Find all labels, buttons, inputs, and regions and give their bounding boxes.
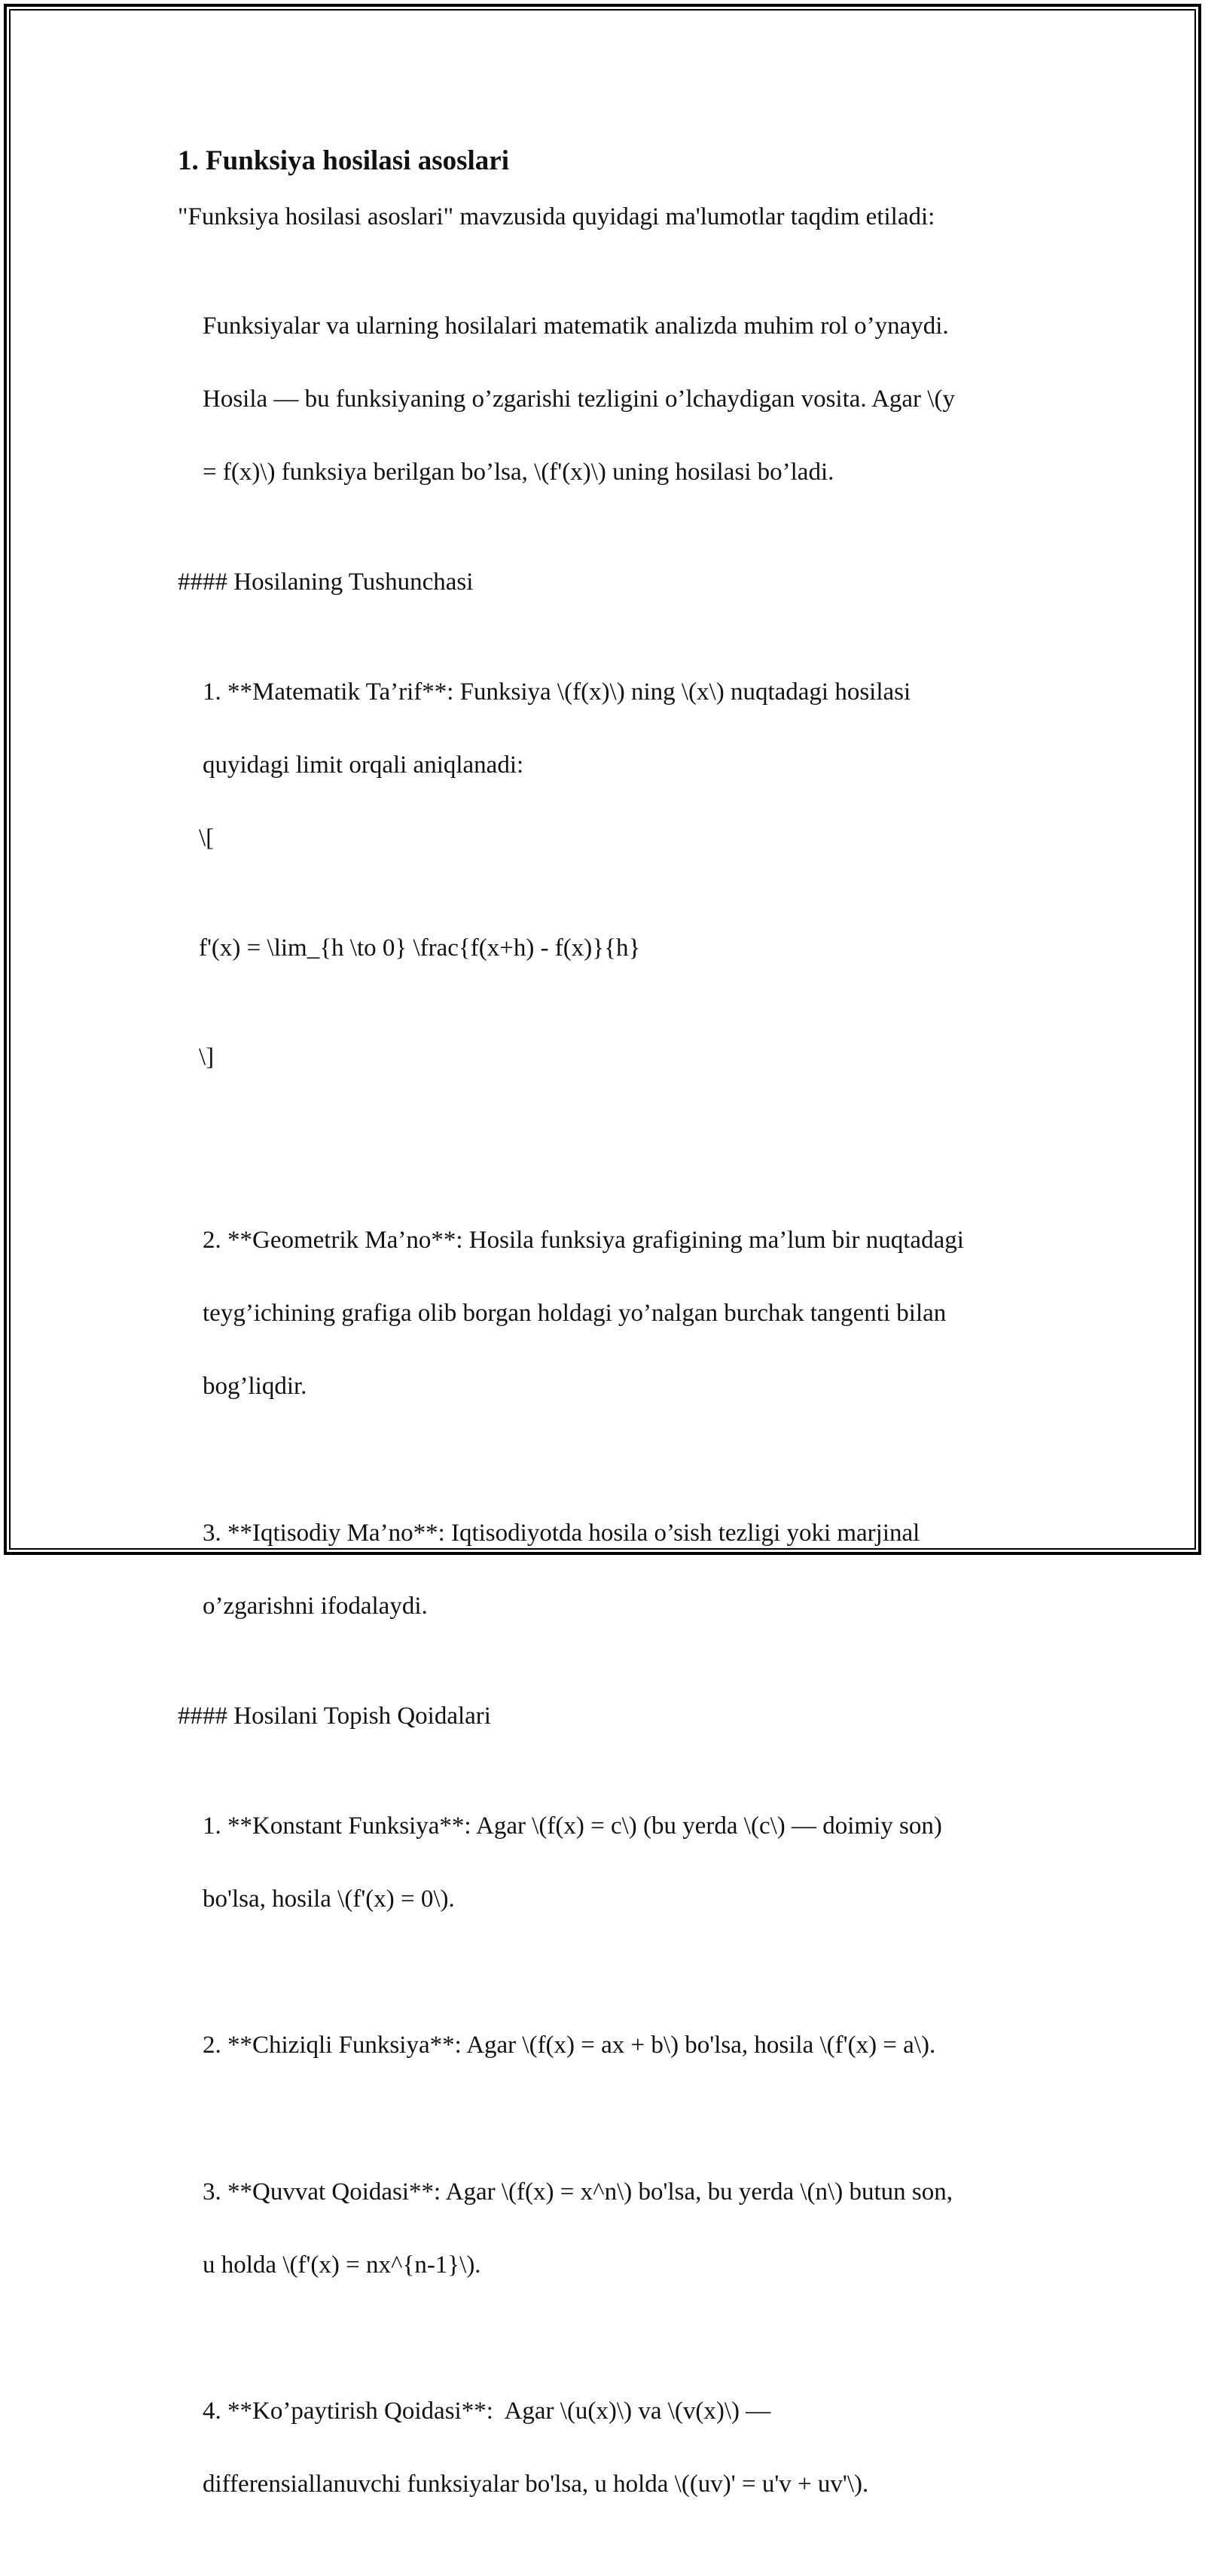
document-body bbox=[178, 142, 1044, 2576]
paragraph-hosila-overview bbox=[178, 272, 1044, 528]
list-item-chiziqli-funksiya bbox=[178, 1991, 1044, 2101]
text-line: 2. **Chiziqli Funksiya**: Agar \(f(x) = ax + b\) bo'lsa, hosila \(f'(x) = a\). bbox=[203, 2032, 936, 2059]
math-formula: f'(x) = \lim_{h \to 0} \frac{f(x+h) - f(x)}{h} bbox=[199, 934, 641, 962]
section-heading-qoidalar: #### Hosilani Topish Qoidalari bbox=[178, 1702, 491, 1730]
text-line: 4. **Ko’paytirish Qoidasi**: Agar \(u(x)\) va \(v(x)\) — bbox=[203, 2398, 771, 2425]
text-line: 3. **Iqtisodiy Ma’no**: Iqtisodiyotda hosila o’sish tezligi yoki marjinal bbox=[203, 1519, 920, 1547]
text-line: 2. **Geometrik Ma’no**: Hosila funksiya grafigining ma’lum bir nuqtadagi bbox=[203, 1227, 964, 1254]
list-item-kopaytirish-qoidasi bbox=[178, 2357, 1044, 2540]
list-item-geometrik-mano bbox=[178, 1186, 1044, 1442]
text-line: u holda \(f'(x) = nx^{n-1}\). bbox=[203, 2251, 481, 2279]
text-line: 1. **Konstant Funksiya**: Agar \(f(x) = c\) (bu yerda \(c\) — doimiy son) bbox=[203, 1812, 942, 1840]
list-item-quvvat-qoidasi bbox=[178, 2137, 1044, 2320]
text-line: 3. **Quvvat Qoidasi**: Agar \(f(x) = x^n\) bo'lsa, bu yerda \(n\) butun son, bbox=[203, 2178, 953, 2206]
list-item-iqtisodiy-mano bbox=[178, 1478, 1044, 1661]
text-line: = f(x)\) funksiya berilgan bo’lsa, \(f'(x)\) uning hosilasi bo’ladi. bbox=[203, 459, 834, 486]
text-line: bog’liqdir. bbox=[203, 1373, 307, 1400]
text-line: differensiallanuvchi funksiyalar bo'lsa, u holda \((uv)' = u'v + uv'\). bbox=[203, 2471, 869, 2498]
math-close: \] bbox=[199, 1044, 215, 1071]
text-line: teyg’ichining grafiga olib borgan holdagi yo’nalgan burchak tangenti bilan bbox=[203, 1300, 947, 1327]
list-item-matematik-tarif bbox=[178, 638, 1044, 1149]
document-title: 1. Funksiya hosilasi asoslari bbox=[178, 145, 510, 176]
text-line: 1. **Matematik Ta’rif**: Funksiya \(f(x)\) ning \(x\) nuqtadagi hosilasi bbox=[203, 678, 911, 706]
list-item-konstant-funksiya bbox=[178, 1771, 1044, 1954]
text-line: Funksiyalar va ularning hosilalari matematik analizda muhim rol o’ynaydi. bbox=[203, 312, 949, 340]
text-line: o’zgarishni ifodalaydi. bbox=[203, 1592, 428, 1620]
text-line: Hosila — bu funksiyaning o’zgarishi tezligini o’lchaydigan vosita. Agar \(y bbox=[203, 386, 955, 413]
section-heading-tushuncha: #### Hosilaning Tushunchasi bbox=[178, 569, 474, 596]
intro-paragraph: "Funksiya hosilasi asoslari" mavzusida quyidagi ma'lumotlar taqdim etiladi: bbox=[178, 203, 935, 230]
text-line: bo'lsa, hosila \(f'(x) = 0\). bbox=[203, 1885, 455, 1913]
math-open: \[ bbox=[199, 825, 215, 852]
text-line: quyidagi limit orqali aniqlanadi: bbox=[203, 751, 524, 779]
